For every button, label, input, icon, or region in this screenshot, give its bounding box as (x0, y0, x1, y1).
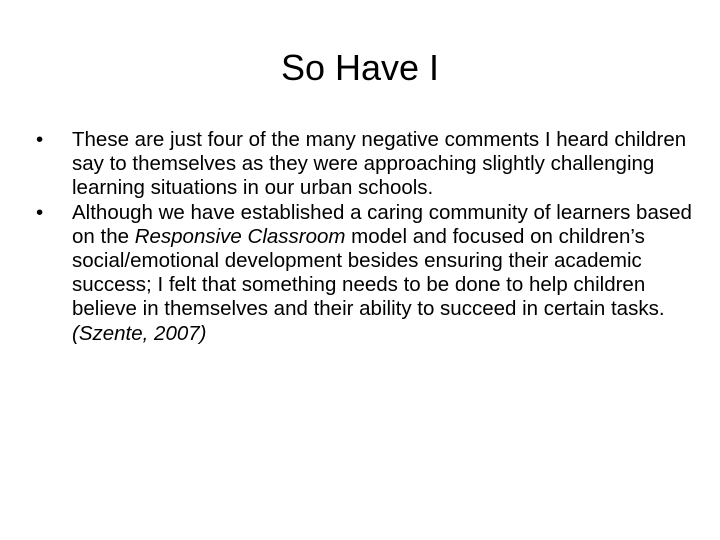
bullet-item-1 (36, 128, 696, 201)
bullet-icon: • (36, 128, 44, 151)
bullet-list (36, 128, 696, 346)
bullet-emphasis: Responsive Classroom (134, 224, 346, 248)
bullet-text: These are just four of the many negative comments I heard children say to themselves as they were approaching slightly challenging learning situations in our urban schools. (72, 128, 687, 200)
citation: (Szente, 2007) (72, 321, 207, 345)
bullet-icon: • (36, 200, 44, 224)
bullet-text-part-1: Although we have established a caring community of learners based on the (72, 200, 692, 248)
bullet-item-2 (36, 201, 696, 346)
bullet-text-part-2: model and focused on children’s social/emotional development besides ensuring their academic success; I felt that something needs to be done to help children believe in themselves and their ability to succeed in certain tasks. (72, 224, 665, 321)
slide-title: So Have I (280, 47, 440, 88)
